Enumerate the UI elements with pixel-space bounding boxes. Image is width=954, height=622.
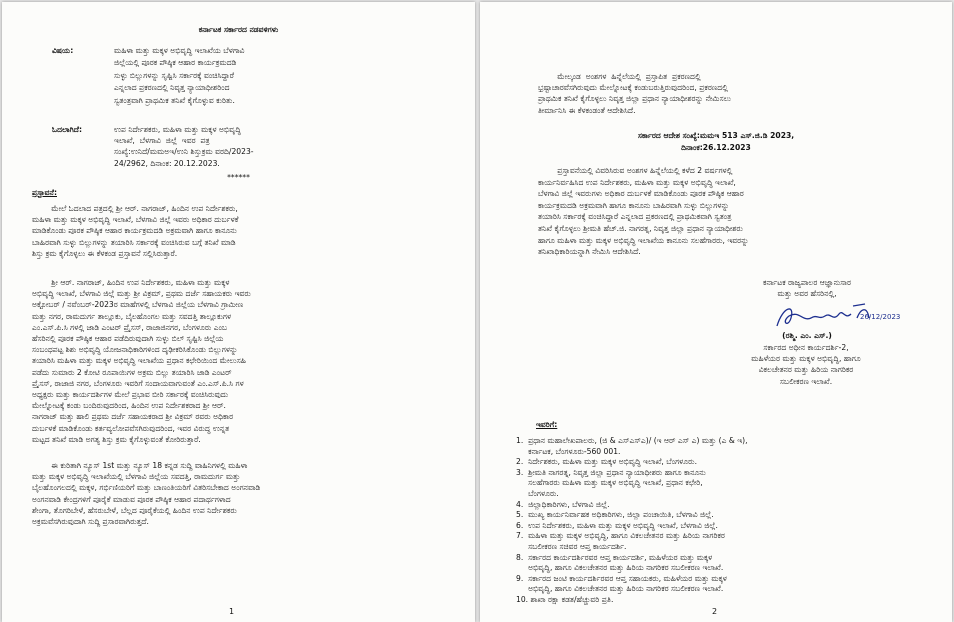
order-body-line: ಹಾಗೂ ಮಹಿಳಾ ಮತ್ತು ಮಕ್ಕಳ ಅಭಿವೃದ್ಧಿ ಇಲಾಖೆಯ ಕಾನೂನು ಸಲಹೆಗಾರರು, ಇವರನ್ನು <box>538 235 749 245</box>
cc-list-item: ಬೆಂಗಳೂರು. <box>516 488 559 498</box>
reference-line: 24/2962, ದಿನಾಂಕ: 20.12.2023. <box>114 158 220 168</box>
paragraph-2-line: ಅಭಿವೃದ್ಧಿ ಇಲಾಖೆ, ಬೆಳಗಾವಿ ಜಿಲ್ಲೆ ಮತ್ತು ಶ್ರೀ ವಿಕ್ರಮ್, ಪ್ರಥಮ ದರ್ಜೆ ಸಹಾಯಕರು ಇವರು <box>32 289 251 299</box>
paragraph-3-line: ಈ ಕುರಿತಾಗಿ ನ್ಯೂಸ್ 1st ಮತ್ತು ನ್ಯೂಸ್ 18 ಕನ್ನಡ ಸುದ್ದಿ ವಾಹಿನಿಗಳಲ್ಲಿ ಮಹಿಳಾ <box>32 461 248 470</box>
paragraph-2-line: ಎಂ.ಎಸ್.ಪಿ.ಸಿ ಗಳಲ್ಲಿ ಜಾಡಿ ಎಂಟರ್ ಪ್ರೈಸಸ್, ರಾಜಾಜಿನಗರ, ಬೆಂಗಳೂರು ಎಂಬ <box>32 322 228 332</box>
governor-order-line: ಮತ್ತು ಅವರ ಹೆಸರಿನಲ್ಲಿ, <box>777 289 837 299</box>
designation-line: ಸರ್ಕಾರದ ಅಧೀನ ಕಾರ್ಯದರ್ಶಿ-2, <box>763 343 849 352</box>
reference-line: ಸಂಖ್ಯೆ:ಉನಿದೆ/ಮಮಅಇ/ಉನಿ ಶಿಸ್ತುಕ್ರಮ ವರದಿ/2023- <box>114 147 254 157</box>
paragraph-2-line: ಸಂಬಂಧಪಟ್ಟ ಶಿಶು ಅಭಿವೃದ್ಧಿ ಯೋಜನಾಧಿಕಾರಿಗಳಿಂದ ದೃಢೀಕರಿಸಿಕೊಂಡು ಬಿಲ್ಲುಗಳನ್ನು <box>32 345 238 355</box>
paragraph-2-line: ದುರ್ಬಳಕೆ ಮಾಡಿಕೊಂಡು ಕರ್ತವ್ಯಲೋಪವೆಸಗಿರುವುದರಿಂದ, ಇವರ ವಿರುದ್ಧ ಉನ್ನತ <box>32 423 230 433</box>
intro-line: ಮೇಲ್ಕಂಡ ಅಂಶಗಳ ಹಿನ್ನೆಲೆಯಲ್ಲಿ ಪ್ರಸ್ತಾಪಿತ ಪ್ರಕರಣದಲ್ಲಿ <box>538 72 701 81</box>
signature-date: 26/12/2023 <box>860 313 901 321</box>
cc-list-item: 2. ನಿರ್ದೇಶಕರು, ಮಹಿಳಾ ಮತ್ತು ಮಕ್ಕಳ ಅಭಿವೃದ್ಧಿ ಇಲಾಖೆ, ಬೆಂಗಳೂರು. <box>516 457 697 467</box>
paragraph-3-line: ಬೈಲಹೊಂಗಲದಲ್ಲಿ ಮಕ್ಕಳ, ಗರ್ಭಿಣಿಯರಿಗೆ ಮತ್ತು ಬಾಣಂತಿಯರಿಗೆ ವಿತರಿಸಬೇಕಾದ ಅಂಗನವಾಡಿ <box>32 483 261 493</box>
subject-line: ಜಿಲ್ಲೆಯಲ್ಲಿ ಪೂರಕ ಪೌಷ್ಠಿಕ ಆಹಾರ ಕಾರ್ಯಕ್ರಮದಡಿ <box>114 58 237 68</box>
separator: ****** <box>227 173 250 182</box>
paragraph-2-line: ಪಡೆದು ಸುಮಾರು 2 ಕೋಟಿ ರೂಪಾಯಿಗಳ ಅಕ್ರಮ ಬಿಲ್ಲು ತಯಾರಿಸಿ ಜಾಡಿ ಎಂಟರ್ <box>32 367 232 377</box>
paragraph-1-line: ಮೇಲೆ ಓದಲಾದ ಪತ್ರದಲ್ಲಿ ಶ್ರೀ ಆರ್. ನಾಗರಾಜ್, ಹಿಂದಿನ ಉಪ ನಿರ್ದೇಶಕರು, <box>32 204 238 213</box>
page-number: 2 <box>712 607 718 616</box>
paragraph-2-line: ತಯಾರಿಸಿ ಮಹಿಳಾ ಮತ್ತು ಮಕ್ಕಳ ಅಭಿವೃದ್ಧಿ ಇಲಾಖೆಯ ಪ್ರಧಾನ ಕಛೇರಿಯಿಂದ ಮೇಲುಸಹಿ <box>32 356 246 366</box>
paragraph-2-line: ಶ್ರೀ ಆರ್. ನಾಗರಾಜ್, ಹಿಂದಿನ ಉಪ ನಿರ್ದೇಶಕರು, ಮಹಿಳಾ ಮತ್ತು ಮಕ್ಕಳ <box>32 278 230 287</box>
paragraph-1-line: ಶಿಸ್ತು ಕ್ರಮ ಕೈಗೊಳ್ಳಲು ಈ ಕೆಳಕಂಡ ಪ್ರಸ್ತಾವನೆ ಸಲ್ಲಿಸಿರುತ್ತಾರೆ. <box>32 248 178 258</box>
cc-list-item: ಸಲಹೆಗಾರರು ಮಹಿಳಾ ಮತ್ತು ಮಕ್ಕಳ ಅಭಿವೃದ್ಧಿ ಇಲಾಖೆ, ಪ್ರಧಾನ ಕಛೇರಿ, <box>516 478 703 488</box>
cc-list-item: 1. ಪ್ರಧಾನ ಮಹಾಲೇಖಪಾಲರು, (ಜಿ & ಎಸ್ಎಸ್ಎ)/ (ಇ ಆರ್ ಎಸ್ ಎ) ಮತ್ತು (ಎ & ಇ), <box>516 436 748 445</box>
reference-label: ಓದಲಾಗಿದೆ: <box>52 125 83 134</box>
designation-line: ವಿಕಲಚೇತನರ ಮತ್ತು ಹಿರಿಯ ನಾಗರಿಕರ <box>758 365 854 375</box>
paragraph-3-line: ಅಕ್ರಮವೆಸಗಿರುವುದಾಗಿ ಸುದ್ದಿ ಪ್ರಸಾರವಾಗಿರುತ್ತದೆ. <box>32 517 149 526</box>
paragraph-2-line: ಮೇಲ್ನೋಟಕ್ಕೆ ಕಂಡು ಬಂದಿರುವುದರಿಂದ, ಹಿಂದಿನ ಉಪ ನಿರ್ದೇಶಕರಾದ ಶ್ರೀ ಆರ್. <box>32 401 226 411</box>
paragraph-1-line: ಮಾಡಿಕೊಂಡು ಪೂರಕ ಪೌಷ್ಠಿಕ ಆಹಾರ ಕಾರ್ಯಕ್ರಮದಡಿ ಅಕ್ರಮವಾಗಿ ಹಾಗೂ ಕಾನೂನು <box>32 226 237 236</box>
page-number: 1 <box>229 607 235 616</box>
order-body-line: ತಯಾರಿಸಿ ಸರ್ಕಾರಕ್ಕೆ ವಂಚಿಸಿದ್ದಾರೆ ಎನ್ನಲಾದ ಪ್ರಕರಣದಲ್ಲಿ ಪ್ರಾಥಮಿಕವಾಗಿ ಸ್ವತಂತ್ರ <box>538 212 732 222</box>
subject-line: ಎನ್ನಲಾದ ಪ್ರಕರಣದಲ್ಲಿ ನಿವೃತ್ತ ನ್ಯಾಯಾಧೀಶರಿಂದ <box>114 83 230 93</box>
subject-line: ಸ್ವತಂತ್ರವಾಗಿ ಪ್ರಾಥಮಿಕ ತನಿಖೆ ಕೈಗೊಳ್ಳುವ ಕುರಿತು. <box>114 95 235 105</box>
signatory-name: (ರಶ್ಮಿ. ಎಂ. ಎಸ್.) <box>782 331 832 340</box>
paragraph-1-line: ಬಾಹಿರವಾಗಿ ಸುಳ್ಳು ಬಿಲ್ಲುಗಳನ್ನು ತಯಾರಿಸಿ ಸರ್ಕಾರಕ್ಕೆ ವಂಚಿಸಿರುವ ಬಗ್ಗೆ ತನಿಖೆ ಮಾಡಿ <box>32 237 236 247</box>
cc-list-item: 3. ಶ್ರೀಮತಿ ನಾಗರತ್ನ, ನಿವೃತ್ತ ಜಿಲ್ಲಾ ಪ್ರಧಾನ ನ್ಯಾಯಾಧೀಶರು ಹಾಗೂ ಕಾನೂನು <box>516 467 706 477</box>
cc-list-item: ಅಭಿವೃದ್ಧಿ, ಹಾಗೂ ವಿಕಲಚೇತನರ ಮತ್ತು ಹಿರಿಯ ನಾಗರಿಕರ ಸಬಲೀಕರಣ ಇಲಾಖೆ. <box>516 563 724 573</box>
order-body-line: ಕಾರ್ಯಕ್ರಮದಡಿ ಅಕ್ರಮವಾಗಿ ಹಾಗೂ ಕಾನೂನು ಬಾಹಿರವಾಗಿ ಸುಳ್ಳು ಬಿಲ್ಲುಗಳನ್ನು <box>538 200 730 210</box>
cc-label: ಇವರಿಗೆ: <box>536 420 558 429</box>
subject-line: ಮಹಿಳಾ ಮತ್ತು ಮಕ್ಕಳ ಅಭಿವೃದ್ಧಿ ಇಲಾಖೆಯ ಬೆಳಗಾವಿ <box>114 46 245 55</box>
cc-list <box>516 436 936 606</box>
paragraph-2-line: ಅಧ್ಯಕ್ಷರು ಮತ್ತು ಕಾರ್ಯದರ್ಶಿಗಳ ಮೇಲೆ ಪ್ರಭಾವ ಬೀರಿ ಸರ್ಕಾರಕ್ಕೆ ವಂಚಿಸಿರುವುದು <box>32 390 229 399</box>
page-heading: ಕರ್ನಾಟಕ ಸರ್ಕಾರದ ನಡವಳಿಗಳು <box>198 25 279 34</box>
order-body-line: ತನಿಖಾಧಿಕಾರಿಯನ್ನಾಗಿ ನೇಮಿಸಿ ಆದೇಶಿಸಿದೆ. <box>538 247 641 257</box>
intro-line: ತೀರ್ಮಾನಿಸಿ ಈ ಕೆಳಕಂಡಂತೆ ಆದೇಶಿಸಿದೆ. <box>538 105 636 115</box>
designation-line: ಮಹಿಳೆಯರ ಮತ್ತು ಮಕ್ಕಳ ಅಭಿವೃದ್ಧಿ, ಹಾಗೂ <box>751 354 861 364</box>
cc-list-item: 5. ಮುಖ್ಯ ಕಾರ್ಯನಿರ್ವಾಹಕ ಅಧಿಕಾರಿಗಳು, ಜಿಲ್ಲಾ ಪಂಚಾಯಿತಿ, ಬೆಳಗಾವಿ ಜಿಲ್ಲೆ. <box>516 510 714 520</box>
paragraph-2-line: ನಾಗರಾಜ್ ಮತ್ತು ಹಾಲಿ ಪ್ರಥಮ ದರ್ಜೆ ಸಹಾಯಕರಾದ ಶ್ರೀ ವಿಕ್ರಮ್ ರವರು ಅಧಿಕಾರ <box>32 412 234 422</box>
reference-line: ಇಲಾಖೆ, ಬೆಳಗಾವಿ ಜಿಲ್ಲೆ ಇವರ ಪತ್ರ <box>114 136 210 146</box>
reference-line: ಉಪ ನಿರ್ದೇಶಕರು, ಮಹಿಳಾ ಮತ್ತು ಮಕ್ಕಳ ಅಭಿವೃದ್ಧಿ <box>114 125 241 134</box>
paragraph-2-line: ಹೆಸರಿನಲ್ಲಿ ಪೂರಕ ಪೌಷ್ಠಿಕ ಆಹಾರ ಪಡೆದಿರುವುದಾಗಿ ಸುಳ್ಳು ಬಿಲ್ ಸೃಷ್ಟಿಸಿ ಜಿಲ್ಲೆಯ <box>32 334 224 343</box>
cc-list-item: ಸಬಲೀಕರಣ ಸಚಿವರ ಆಪ್ತ ಕಾರ್ಯದರ್ಶಿ. <box>516 541 627 551</box>
paragraph-3-line: ಶೇಂಗಾ, ತೊಗರಿಬೇಳೆ, ಹೆಸರುಬೇಳೆ, ಬೆಲ್ಲದ ಪೂರೈಕೆಯಲ್ಲಿ ಹಿಂದಿನ ಉಪ ನಿರ್ದೇಶಕರು <box>32 505 237 515</box>
order-title: ಸರ್ಕಾರದ ಆದೇಶ ಸಂಖ್ಯೆ:ಮಮಇ 513 ಎಸ್.ಜಿ.ಡಿ 2023, <box>637 131 795 140</box>
paragraph-2-line: ಮತ್ತು ನಗರ, ರಾಮದುರ್ಗ ತಾಲ್ಲೂಕು, ಬೈಲಹೊಂಗಲ ಮತ್ತು ಸವದತ್ತಿ ತಾಲ್ಲೂಕುಗಳ <box>32 311 232 321</box>
cc-list-item: 4. ಜಿಲ್ಲಾಧಿಕಾರಿಗಳು, ಬೆಳಗಾವಿ ಜಿಲ್ಲೆ. <box>516 499 610 509</box>
order-body-line: ಪ್ರಸ್ತಾವನೆಯಲ್ಲಿ ವಿವರಿಸಿರುವ ಅಂಶಗಳ ಹಿನ್ನೆಲೆಯಲ್ಲಿ ಕಳೆದ 2 ವರ್ಷಗಳಲ್ಲಿ <box>538 166 733 175</box>
intro-line: ಭ್ರಷ್ಟಾಚಾರವೆಸಗಿರುವುದು ಮೇಲ್ನೋಟಕ್ಕೆ ಕಂಡುಬರುತ್ತಿರುವುದರಿಂದ, ಪ್ರಕರಣದಲ್ಲಿ <box>538 83 728 93</box>
cc-list-item: ಕರ್ನಾಟಕ, ಬೆಂಗಳೂರು-560 001. <box>516 446 621 456</box>
order-body-line: ಬೆಳಗಾವಿ ಜಿಲ್ಲೆ ಇವರುಗಳು ಅಧಿಕಾರ ದುರ್ಬಳಕೆ ಮಾಡಿಕೊಂಡು ಪೂರಕ ಪೌಷ್ಠಿಕ ಆಹಾರ <box>538 189 744 199</box>
cc-list-item: 7. ಮಹಿಳಾ ಮತ್ತು ಮಕ್ಕಳ ಅಭಿವೃದ್ಧಿ, ಹಾಗೂ ವಿಕಲಚೇತನರ ಮತ್ತು ಹಿರಿಯ ನಾಗರಿಕರ <box>516 531 725 541</box>
designation-line: ಸಬಲೀಕರಣ ಇಲಾಖೆ. <box>779 376 833 386</box>
cc-list-item: ಅಭಿವೃದ್ಧಿ, ಹಾಗೂ ವಿಕಲಚೇತನರ ಮತ್ತು ಹಿರಿಯ ನಾಗರಿಕರ ಸಬಲೀಕರಣ ಇಲಾಖೆ. <box>516 584 724 594</box>
order-body-line: ಕಾರ್ಯನಿರ್ವಹಿಸಿದ ಉಪ ನಿರ್ದೇಶಕರು, ಮಹಿಳಾ ಮತ್ತು ಮಕ್ಕಳ ಅಭಿವೃದ್ಧಿ ಇಲಾಖೆ, <box>538 177 736 187</box>
cc-list-item: 6. ಉಪ ನಿರ್ದೇಶಕರು, ಮಹಿಳಾ ಮತ್ತು ಮಕ್ಕಳ ಅಭಿವೃದ್ಧಿ ಇಲಾಖೆ, ಬೆಳಗಾವಿ ಜಿಲ್ಲೆ. <box>516 520 718 530</box>
cc-list-item: 10. ಶಾಖಾ ರಕ್ಷಾ ಕಡತ/ಹೆಚ್ಚುವರಿ ಪ್ರತಿ. <box>516 594 614 604</box>
subject-line: ಸುಳ್ಳು ಬಿಲ್ಲುಗಳನ್ನು ಸೃಷ್ಟಿಸಿ ಸರ್ಕಾರಕ್ಕೆ ವಂಚಿಸಿದ್ದಾರೆ <box>114 70 234 80</box>
document-page-1 <box>2 2 475 622</box>
cc-list-item: 9. ಸರ್ಕಾರದ ಜಂಟಿ ಕಾರ್ಯದರ್ಶಿರವರ ಆಪ್ತ ಸಹಾಯಕರು, ಮಹಿಳೆಯರ ಮತ್ತು ಮಕ್ಕಳ <box>516 573 727 583</box>
subject-label: ವಿಷಯ: <box>52 46 74 55</box>
order-body-line: ತನಿಖೆ ಕೈಗೊಳ್ಳಲು ಶ್ರೀಮತಿ ಹೆಚ್.ಜಿ. ನಾಗರತ್ನ, ನಿವೃತ್ತ ಜಿಲ್ಲಾ ಪ್ರಧಾನ ನ್ಯಾಯಾಧೀಶರು <box>538 224 743 233</box>
intro-line: ಪ್ರಾಥಮಿಕ ತನಿಖೆ ಕೈಗೊಳ್ಳಲು ನಿವೃತ್ತ ಜಿಲ್ಲಾ ಪ್ರಧಾನ ನ್ಯಾಯಾಧೀಶರನ್ನು ನೇಮಿಸಲು <box>538 94 731 104</box>
paragraph-2-line: ಪ್ರೈಸಸ್, ರಾಜಾಜಿ ನಗರ, ಬೆಂಗಳೂರು ಇವರಿಗೆ ಸಂದಾಯವಾಗುವಂತೆ ಎಂ.ಎಸ್.ಪಿ.ಸಿ ಗಳ <box>32 378 244 388</box>
preamble-label: ಪ್ರಸ್ತಾವನೆ: <box>32 188 57 197</box>
paragraph-3-line: ಅಂಗನವಾಡಿ ಕೇಂದ್ರಗಳಿಗೆ ಪೂರೈಕೆ ಮಾಡುವ ಪೂರಕ ಪೌಷ್ಠಿಕ ಆಹಾರ ಪದಾರ್ಥಗಳಾದ <box>32 494 231 504</box>
governor-order-line: ಕರ್ನಾಟಕ ರಾಜ್ಯಪಾಲರ ಆಜ್ಞಾನುಸಾರ <box>762 278 851 287</box>
cc-list-item: 8. ಸರ್ಕಾರದ ಕಾರ್ಯದರ್ಶಿರವರ ಆಪ್ತ ಕಾರ್ಯದರ್ಶಿ, ಮಹಿಳೆಯರ ಮತ್ತು ಮಕ್ಕಳ <box>516 552 713 562</box>
paragraph-1-line: ಮಹಿಳಾ ಮತ್ತು ಮಕ್ಕಳ ಅಭಿವೃದ್ಧಿ ಇಲಾಖೆ, ಬೆಳಗಾವಿ ಜಿಲ್ಲೆ ಇವರು ಅಧಿಕಾರ ದುರ್ಬಳಕೆ <box>32 215 239 225</box>
order-date: ದಿನಾಂಕ:26.12.2023 <box>681 143 751 152</box>
paragraph-2-line: ಮಟ್ಟದ ತನಿಖೆ ಮಾಡಿ ಅಗತ್ಯ ಶಿಸ್ತು ಕ್ರಮ ಕೈಗೊಳ್ಳುವಂತೆ ಕೋರಿರುತ್ತಾರೆ. <box>32 434 201 444</box>
paragraph-2-line: ಅಕ್ಟೋಬರ್ / ನವೆಂಬರ್-2023ರ ಮಾಹೆಗಳಲ್ಲಿ ಬೆಳಗಾವಿ ಜಿಲ್ಲೆಯ ಬೆಳಗಾವಿ ಗ್ರಾಮೀಣ <box>32 300 244 310</box>
document-page-2 <box>480 2 952 622</box>
paragraph-3-line: ಮತ್ತು ಮಕ್ಕಳ ಅಭಿವೃದ್ಧಿ ಇಲಾಖೆಯಲ್ಲಿ ಬೆಳಗಾವಿ ಜಿಲ್ಲೆಯ ಸವದತ್ತಿ, ರಾಮದುರ್ಗ ಮತ್ತು <box>32 472 241 482</box>
